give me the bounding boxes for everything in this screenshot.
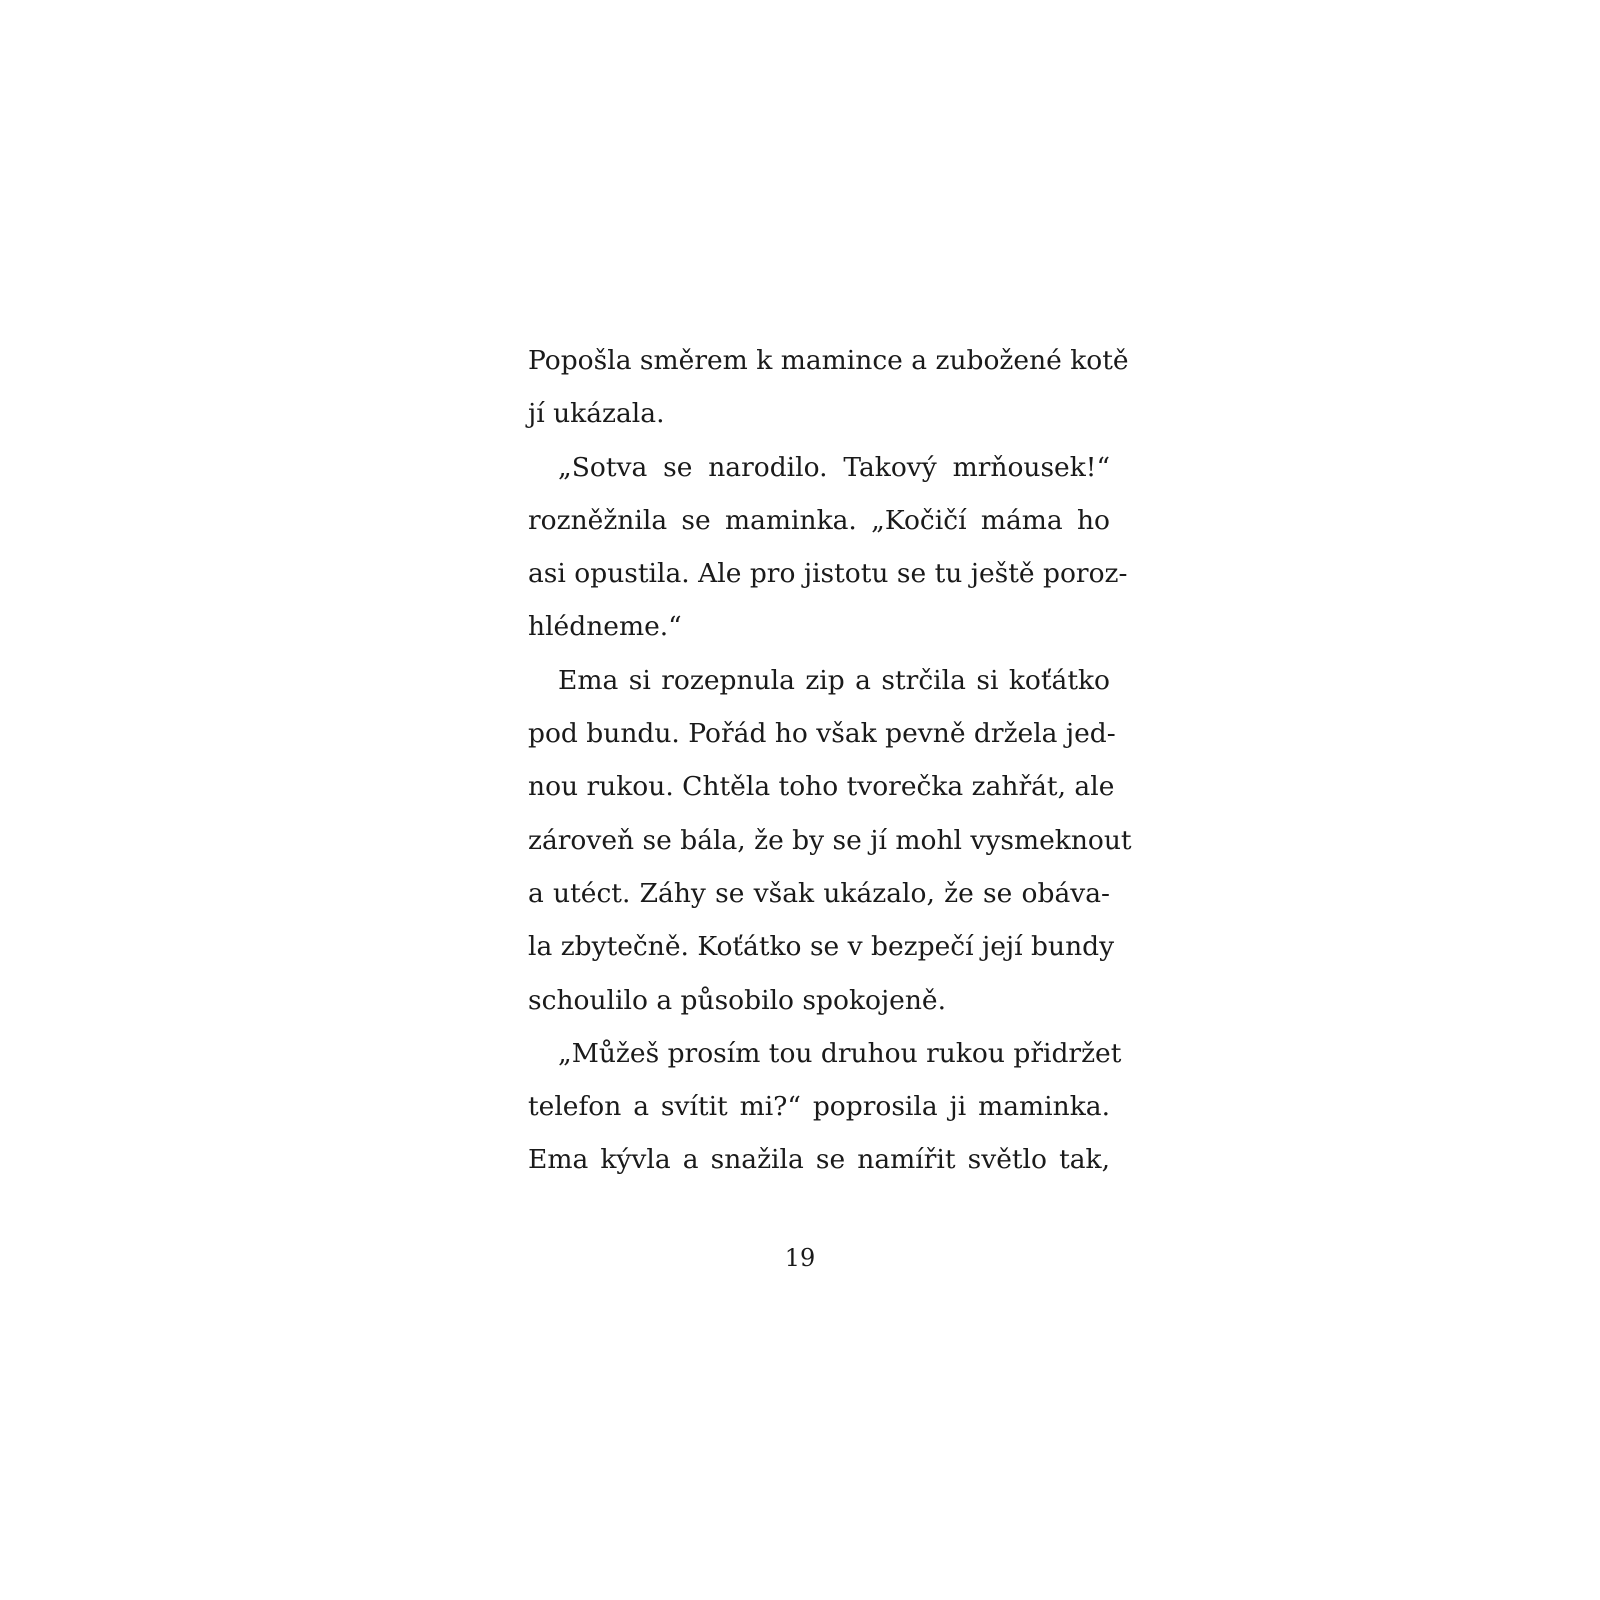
text-line: pod bundu. Pořád ho však pevně držela jed- bbox=[528, 718, 1116, 750]
text-line: Ema si rozepnula zip a strčila si koťátko bbox=[558, 664, 1110, 696]
text-line: nou rukou. Chtěla toho tvorečka zahřát, ale bbox=[528, 771, 1115, 803]
text-line: hlédneme.“ bbox=[528, 611, 682, 643]
text-line: jí ukázala. bbox=[528, 398, 665, 430]
text-line: schoulilo a působilo spokojeně. bbox=[528, 984, 947, 1016]
text-line: Ema kývla a snažila se namířit světlo tak, bbox=[528, 1144, 1110, 1176]
text-line: la zbytečně. Koťátko se v bezpečí její bundy bbox=[528, 931, 1115, 963]
body-text bbox=[528, 334, 1132, 1187]
text-line: asi opustila. Ale pro jistotu se tu ještě poroz- bbox=[528, 558, 1128, 590]
text-line: „Sotva se narodilo. Takový mrňousek!“ bbox=[558, 451, 1110, 483]
text-line: „Můžeš prosím tou druhou rukou přidržet bbox=[558, 1037, 1122, 1069]
text-line: a utéct. Záhy se však ukázalo, že se obáva- bbox=[528, 877, 1110, 909]
text-line: zároveň se bála, že by se jí mohl vysmeknout bbox=[528, 824, 1132, 856]
text-line: Popošla směrem k mamince a zubožené kotě bbox=[528, 345, 1129, 376]
page-number: 19 bbox=[784, 1244, 816, 1272]
text-line: telefon a svítit mi?“ poprosila ji maminka. bbox=[528, 1091, 1110, 1123]
text-line: rozněžnila se maminka. „Kočičí máma ho bbox=[528, 504, 1110, 536]
